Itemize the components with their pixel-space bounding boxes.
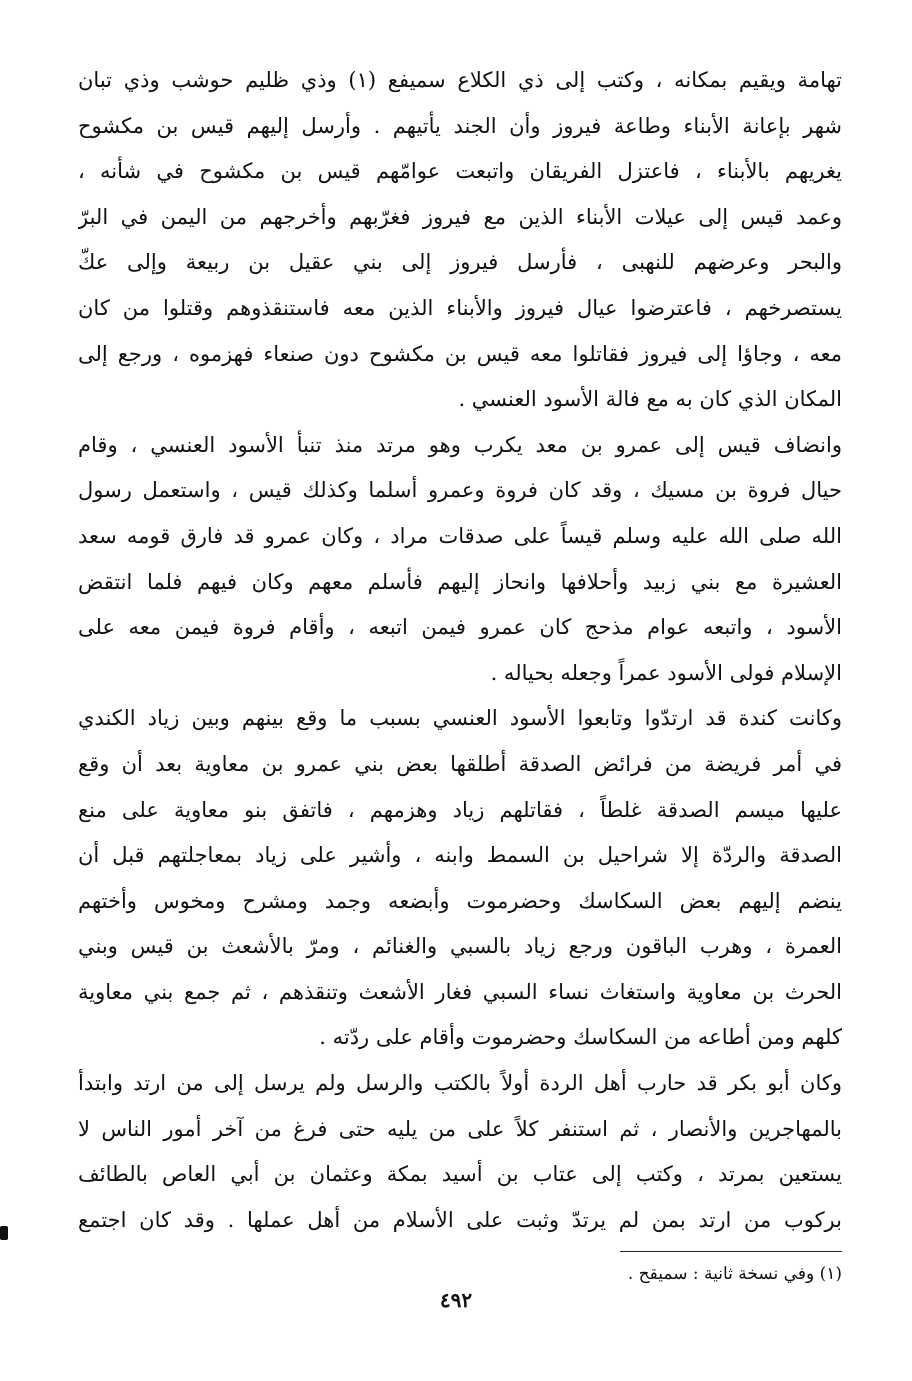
text-line: وكان أبو بكر قد حارب أهل الردة أولاً بالكتب والرسل ولم يرسل إلى من ارتد وابتدأ <box>78 1071 842 1096</box>
text-line: الله صلى الله عليه وسلم قيساً على صدقات مراد ، وكان عمرو قد فارق قومه سعد <box>78 523 842 548</box>
text-line: ينضم إليهم بعض السكاسك وحضرموت وأبضعه وجمد ومشرح ومخوس وأختهم <box>78 888 842 913</box>
text-line: الصدقة والردّة إلا شراحيل بن السمط وابنه ، وأشير على زياد بمعاجلتهم قبل أن <box>78 843 842 868</box>
book-page <box>78 58 842 1338</box>
body-text <box>78 58 842 1243</box>
text-line: الإسلام فولى الأسود عمراً وجعله بحياله . <box>490 660 842 685</box>
text-line: حيال فروة بن مسيك ، وقد كان فروة وعمرو أسلما وكذلك قيس ، واستعمل رسول <box>78 478 842 503</box>
text-line: الأسود ، واتبعه عوام مذحج كان عمرو فيمن اتبعه ، وأقام فروة فيمن معه على <box>78 615 842 640</box>
text-line: والبحر وعرضهم للنهبى ، فأرسل فيروز إلى بني عقيل بن ربيعة وإلى عكّ <box>78 250 842 275</box>
text-line: المكان الذي كان به مع فالة الأسود العنسي . <box>458 387 842 412</box>
text-line: العشيرة مع بني زبيد وأحلافها وانحاز إليهم فأسلم معهم وكان فيهم فلما انتقض <box>78 569 842 594</box>
text-line: وانضاف قيس إلى عمرو بن معد يكرب وهو مرتد منذ تنبأ الأسود العنسي ، وقام <box>78 432 842 457</box>
text-line: العمرة ، وهرب الباقون ورجع زياد بالسبي والغنائم ، ومرّ بالأشعث بن قيس وبني <box>78 934 842 959</box>
text-line: يغريهم بالأبناء ، فاعتزل الفريقان واتبعت عوامّهم قيس بن مكشوح في شأنه ، <box>78 159 842 184</box>
footnote: (١) وفي نسخة ثانية : سميقح . <box>627 1264 842 1285</box>
text-line: شهر بإعانة الأبناء وطاعة فيروز وأن الجند يأتيهم . وأرسل إليهم قيس بن مكشوح <box>78 113 842 138</box>
text-line: معه ، وجاؤا إلى فيروز فقاتلوا معه قيس بن مكشوح دون صنعاء فهزموه ، ورجع إلى <box>78 341 842 366</box>
text-line: بالمهاجرين والأنصار ، ثم استنفر كلاً على من يليه حتى فرغ من آخر أمور الناس لا <box>78 1116 842 1141</box>
page-number: ٤٩٢ <box>439 1288 473 1312</box>
text-line: الحرث بن معاوية واستغاث نساء السبي فغار الأشعث وتنقذهم ، ثم جمع بني معاوية <box>78 979 842 1004</box>
text-line: يستعين بمرتد ، وكتب إلى عتاب بن أسيد بمكة وعثمان بن أبي العاص بالطائف <box>78 1162 842 1187</box>
text-line: بركوب من ارتد بمن لم يرتدّ وثبت على الأسلام من أهل عملها . وقد كان اجتمع <box>78 1207 842 1232</box>
text-line: وعمد قيس إلى عيلات الأبناء الذين مع فيروز فغرّبهم وأخرجهم من اليمن في البرّ <box>78 204 842 229</box>
text-line: يستصرخهم ، فاعترضوا عيال فيروز والأبناء الذين معه فاستنقذوهم وقتلوا من كان <box>78 295 842 320</box>
margin-ink-mark <box>0 1226 8 1240</box>
text-line: تهامة ويقيم بمكانه ، وكتب إلى ذي الكلاع سميفع (١) وذي ظليم حوشب وذي تبان <box>78 68 842 92</box>
text-line: عليها ميسم الصدقة غلطاً ، فقاتلهم زياد وهزمهم ، فاتفق بنو معاوية على منع <box>78 797 842 822</box>
text-line: كلهم ومن أطاعه من السكاسك وحضرموت وأقام على ردّته . <box>319 1025 842 1050</box>
text-line: وكانت كندة قد ارتدّوا وتابعوا الأسود العنسي بسبب ما وقع بينهم وبين زياد الكندي <box>78 706 842 731</box>
footnote-divider <box>620 1251 842 1252</box>
text-line: في أمر فريضة من فرائض الصدقة أطلقها بعض بني عمرو بن معاوية بعد أن وقع <box>78 751 842 776</box>
